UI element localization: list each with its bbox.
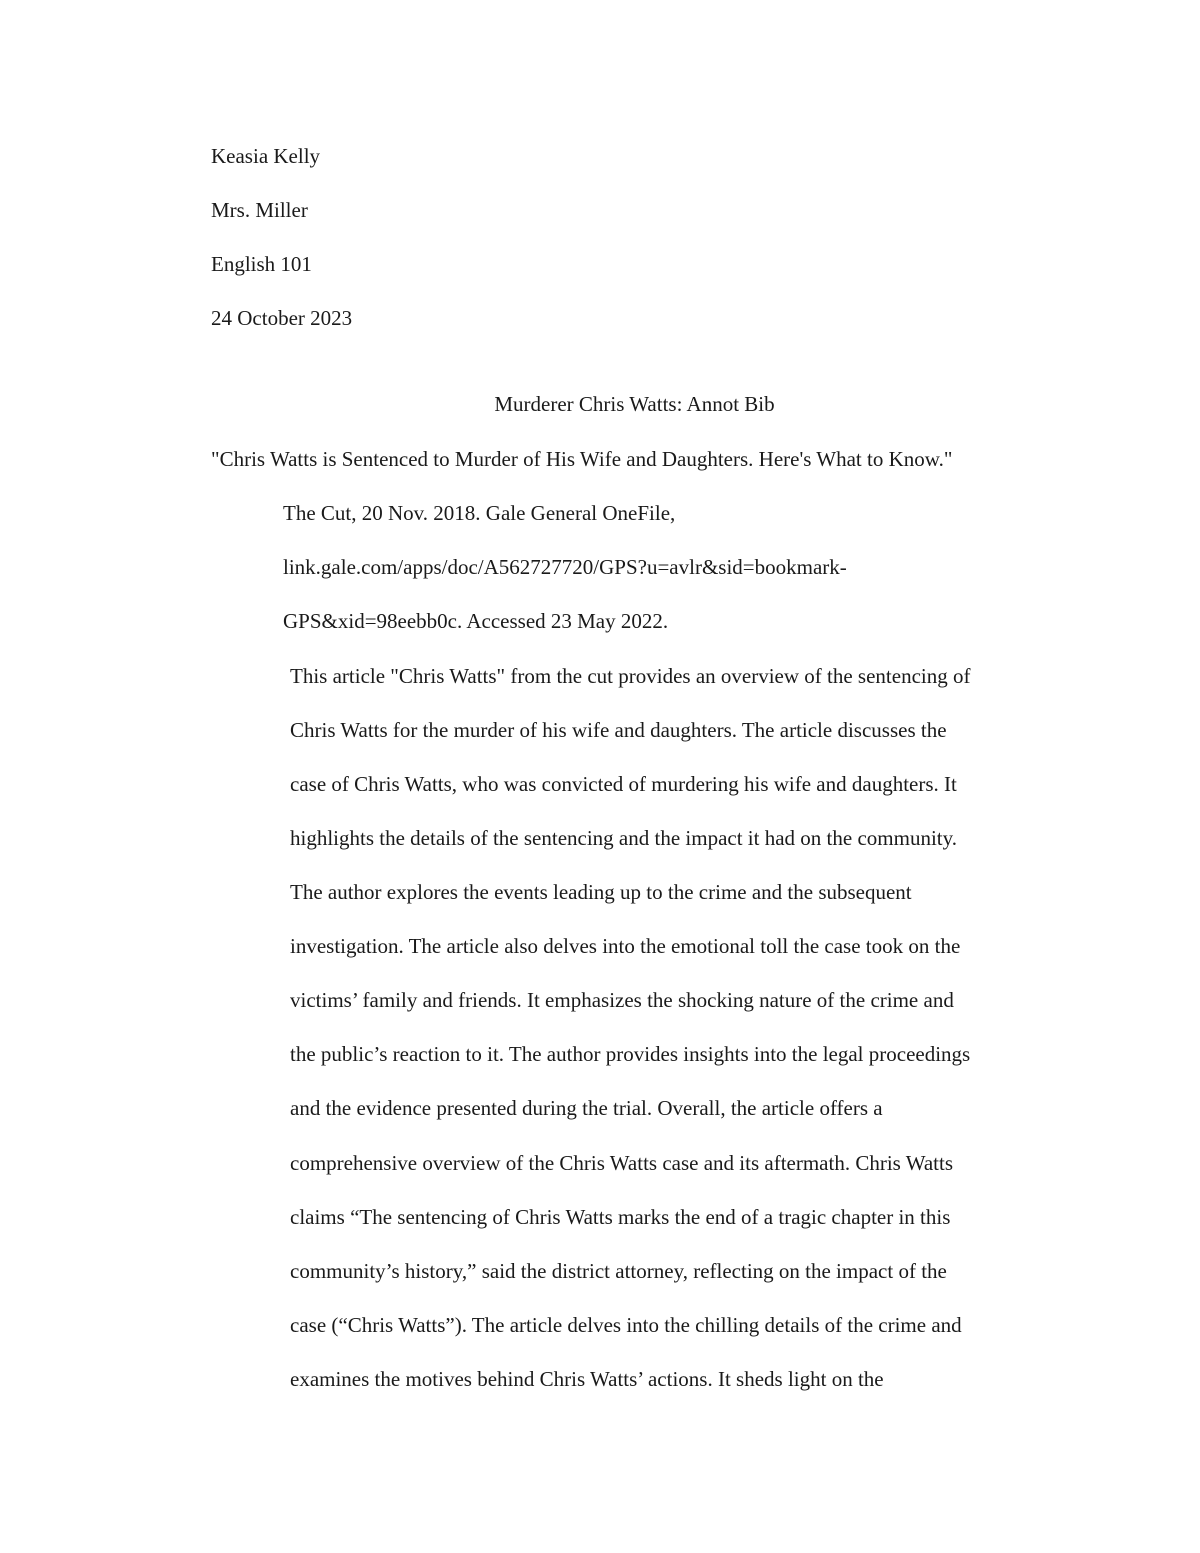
course-name: English 101 <box>211 252 312 276</box>
annotation-line: victims’ family and friends. It emphasizes the shocking nature of the crime and <box>290 988 954 1012</box>
student-name: Keasia Kelly <box>211 144 321 168</box>
annotation-line: highlights the details of the sentencing and the impact it had on the community. <box>290 826 957 850</box>
citation-line: link.gale.com/apps/doc/A562727720/GPS?u=avlr&sid=bookmark- <box>283 555 847 579</box>
annotation-line: case of Chris Watts, who was convicted of murdering his wife and daughters. It <box>290 772 957 796</box>
citation-line: "Chris Watts is Sentenced to Murder of His Wife and Daughters. Here's What to Know." <box>211 447 953 471</box>
annotation-line: community’s history,” said the district attorney, reflecting on the impact of the <box>290 1259 947 1283</box>
citation-line: The Cut, 20 Nov. 2018. Gale General OneFile, <box>283 501 676 525</box>
annotation-line: The author explores the events leading up to the crime and the subsequent <box>290 880 912 904</box>
annotation-line: examines the motives behind Chris Watts’ actions. It sheds light on the <box>290 1367 884 1391</box>
annotation-line: investigation. The article also delves into the emotional toll the case took on the <box>290 934 961 958</box>
instructor-name: Mrs. Miller <box>211 198 308 222</box>
annotation-line: This article "Chris Watts" from the cut provides an overview of the sentencing of <box>290 664 971 688</box>
annotation-line: comprehensive overview of the Chris Watts case and its aftermath. Chris Watts <box>290 1151 954 1175</box>
annotation-line: claims “The sentencing of Chris Watts marks the end of a tragic chapter in this <box>290 1205 951 1229</box>
annotation-line: the public’s reaction to it. The author provides insights into the legal proceedings <box>290 1042 971 1066</box>
citation-line: GPS&xid=98eebb0c. Accessed 23 May 2022. <box>283 609 669 633</box>
document-title: Murderer Chris Watts: Annot Bib <box>494 392 775 416</box>
document-date: 24 October 2023 <box>211 306 353 330</box>
annotation-line: and the evidence presented during the trial. Overall, the article offers a <box>290 1096 883 1120</box>
annotation-line: Chris Watts for the murder of his wife and daughters. The article discusses the <box>290 718 947 742</box>
annotation-line: case (“Chris Watts”). The article delves into the chilling details of the crime and <box>290 1313 962 1337</box>
